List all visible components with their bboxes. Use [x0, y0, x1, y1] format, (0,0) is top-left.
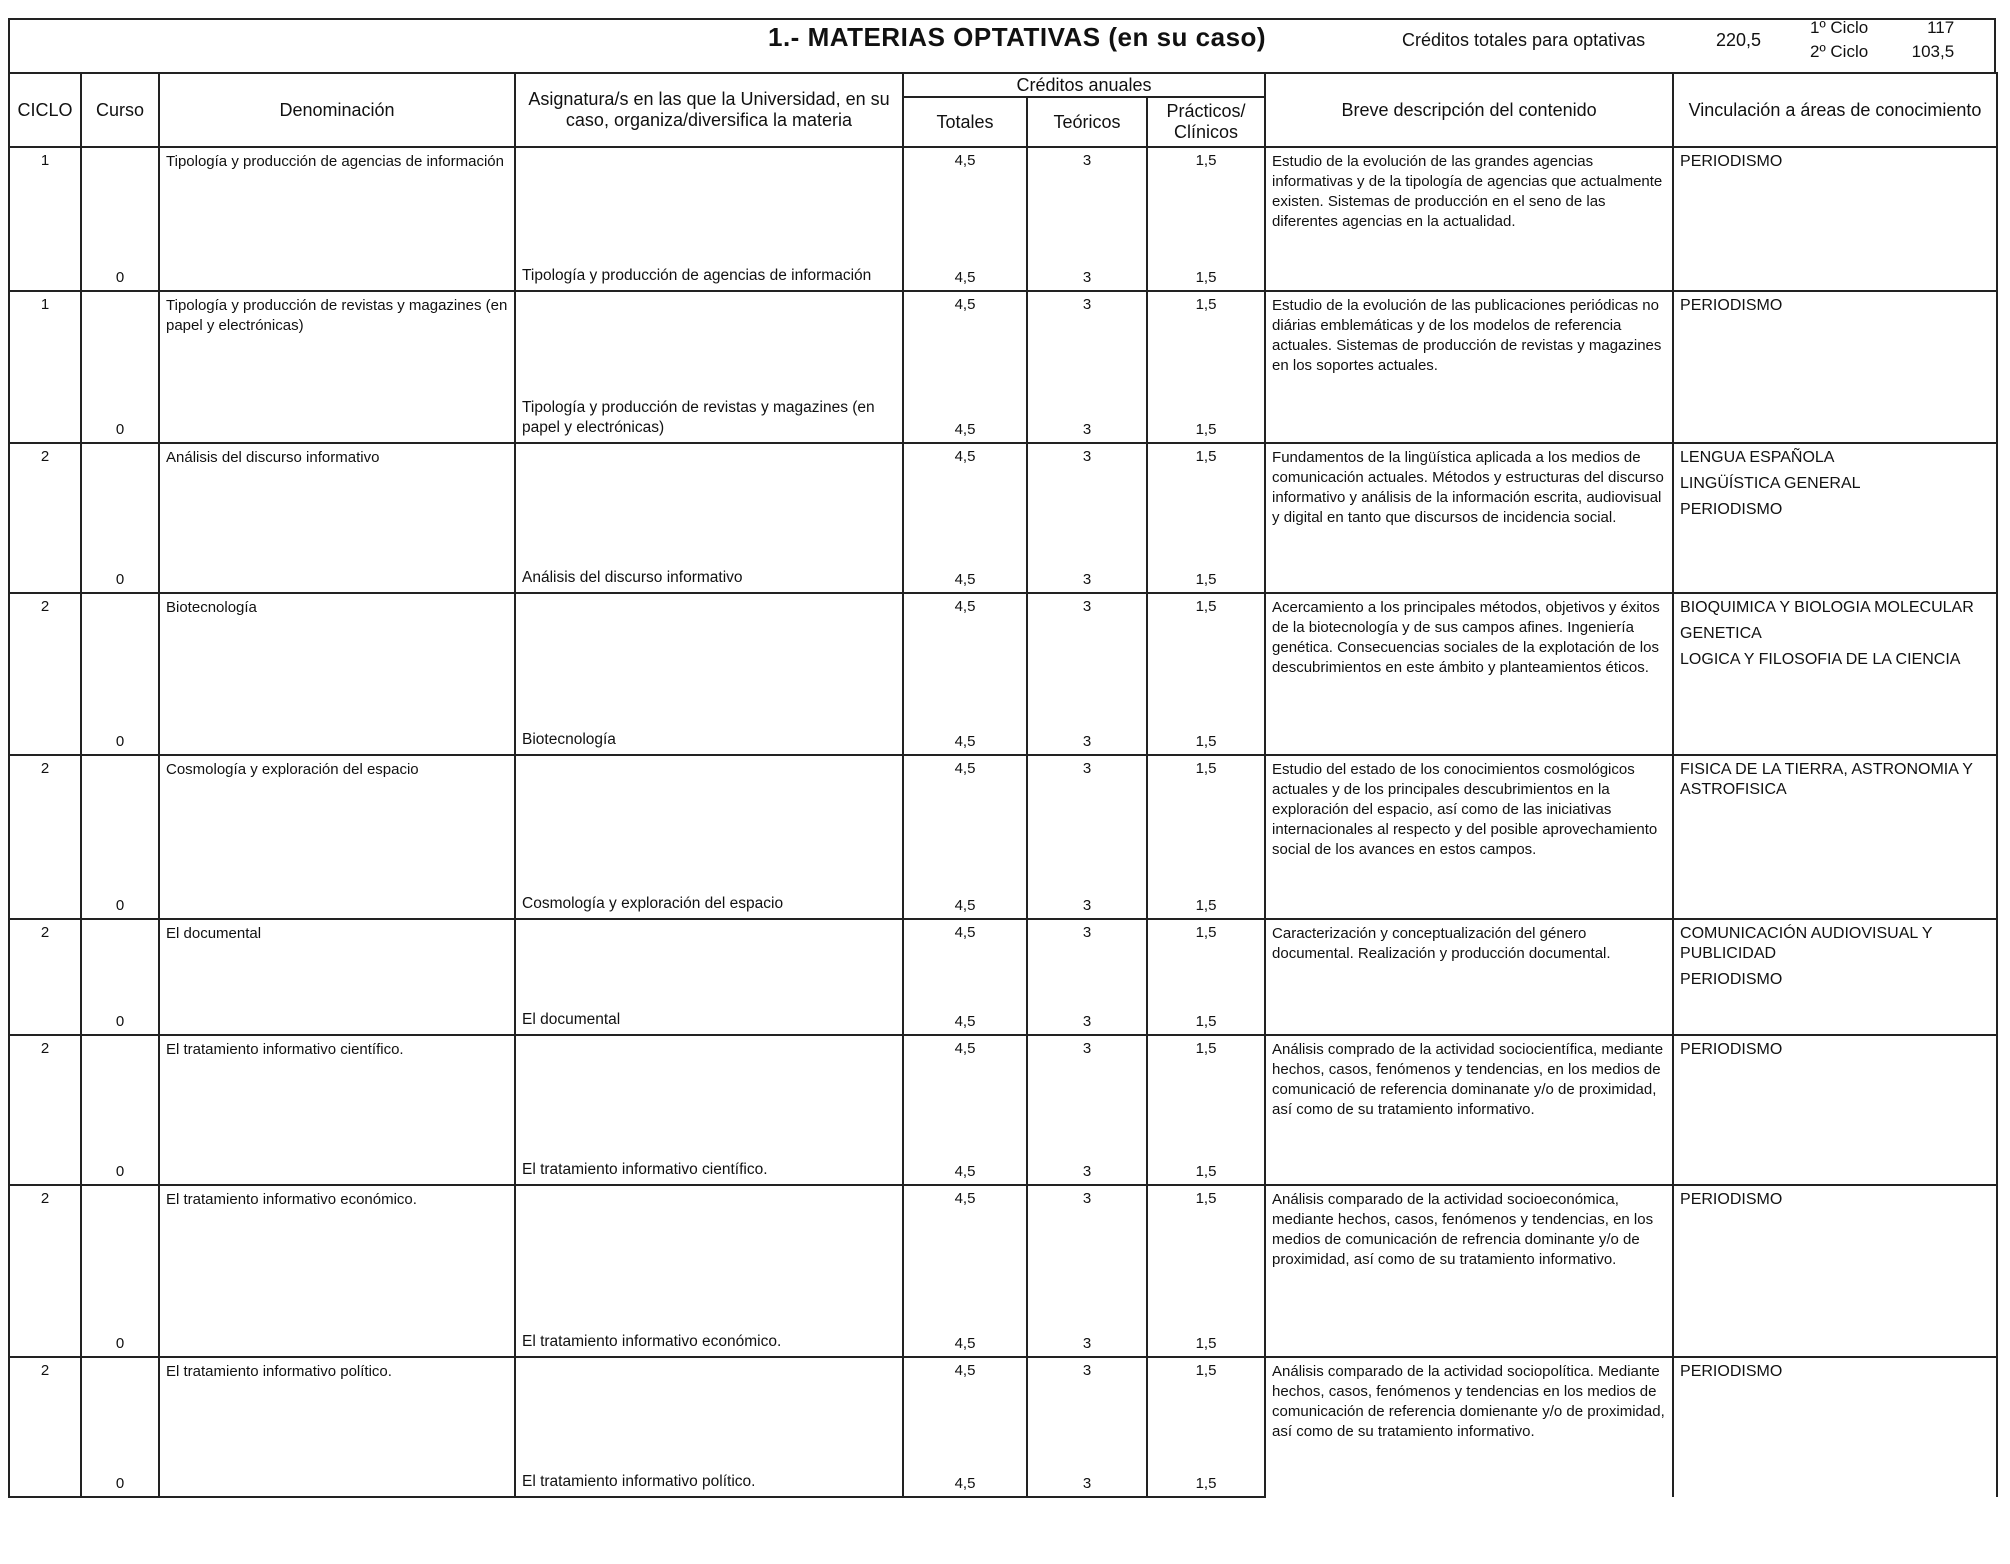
totales-cell: 4,5 — [903, 593, 1027, 711]
teoricos-cell: 3 — [1027, 991, 1147, 1035]
teoricos-cell: 3 — [1027, 1449, 1147, 1497]
area-item: LINGÜÍSTICA GENERAL — [1680, 475, 1861, 492]
denominacion-cell: Cosmología y exploración del espacio — [159, 755, 515, 875]
descripcion-cell: Estudio de la evolución de las publicaciones periódicas no diárias emblemáticas y de los modelos de referencia actuales. Sistemas de producción de revistas y magazines en los soportes actuales. — [1265, 291, 1673, 443]
practicos-cell: 1,5 — [1147, 243, 1265, 291]
area-item: PERIODISMO — [1680, 153, 1783, 170]
teoricos-cell: 3 — [1027, 1035, 1147, 1141]
table-body — [9, 147, 1997, 1497]
col-denominacion-header: Denominación — [159, 73, 515, 147]
table-row — [9, 1357, 1997, 1449]
asignatura-cell — [515, 147, 903, 243]
area-item: PERIODISMO — [1680, 971, 1783, 988]
credits-label: Créditos totales para optativas — [1402, 30, 1646, 50]
teoricos-cell: 3 — [1027, 711, 1147, 755]
col-vinculacion-header: Vinculación a áreas de conocimiento — [1673, 73, 1997, 147]
teoricos-cell: 3 — [1027, 443, 1147, 549]
ciclo-2-label: 2º Ciclo — [1810, 42, 1869, 61]
table-row — [9, 291, 1997, 395]
descripcion-cell: Acercamiento a los principales métodos, objetivos y éxitos de la biotecnología y de sus campos afines. Ingeniería genética. Consecuencias sociales de la explotación de los descubrimientos en este ámbito y planteamientos éticos. — [1265, 593, 1673, 755]
ciclo-cell: 2 — [9, 755, 81, 875]
descripcion-cell: Análisis comparado de la actividad socioeconómica, mediante hechos, casos, fenómenos y tendencias, en los medios de comunicación de refrencia dominante y/o de proximidad, así como de su tratamiento informativo. — [1265, 1185, 1673, 1357]
teoricos-cell: 3 — [1027, 549, 1147, 593]
denominacion-cell: El tratamiento informativo económico. — [159, 1185, 515, 1313]
curso-cell: 0 — [81, 1141, 159, 1185]
practicos-cell: 1,5 — [1147, 1035, 1265, 1141]
area-item: LOGICA Y FILOSOFIA DE LA CIENCIA — [1680, 651, 1961, 668]
curso-cell — [81, 1357, 159, 1449]
vinculacion-cell — [1673, 593, 1997, 755]
totales-cell: 4,5 — [903, 919, 1027, 991]
asignatura-cell: Tipología y producción de revistas y magazines (en papel y electrónicas) — [515, 395, 903, 443]
optativas-table — [8, 72, 1998, 1498]
descripcion-cell: Caracterización y conceptualización del género documental. Realización y producción documental. — [1265, 919, 1673, 1035]
curso-cell: 0 — [81, 1449, 159, 1497]
vinculacion-cell — [1673, 1185, 1997, 1357]
area-item: BIOQUIMICA Y BIOLOGIA MOLECULAR — [1680, 599, 1974, 616]
descripcion-cell: Análisis comprado de la actividad sociocientífica, mediante hechos, casos, fenómenos y tendencias, en los medios de comunicació de referencia dominanate y/o de proximidad, así como de su tratamiento informativo. — [1265, 1035, 1673, 1185]
totales-cell: 4,5 — [903, 1185, 1027, 1313]
vinculacion-cell — [1673, 291, 1997, 443]
totales-cell: 4,5 — [903, 1035, 1027, 1141]
ciclo-cell: 2 — [9, 919, 81, 991]
vinculacion-cell — [1673, 147, 1997, 291]
practicos-cell: 1,5 — [1147, 1449, 1265, 1497]
practicos-cell: 1,5 — [1147, 395, 1265, 443]
area-item: PERIODISMO — [1680, 297, 1783, 314]
area-item: FISICA DE LA TIERRA, ASTRONOMIA Y ASTROFISICA — [1680, 761, 1973, 798]
practicos-cell: 1,5 — [1147, 147, 1265, 243]
totales-cell: 4,5 — [903, 711, 1027, 755]
teoricos-cell: 3 — [1027, 593, 1147, 711]
curso-cell — [81, 443, 159, 549]
ciclo-cell — [9, 1141, 81, 1185]
teoricos-cell: 3 — [1027, 1357, 1147, 1449]
totales-cell: 4,5 — [903, 991, 1027, 1035]
table-row — [9, 1185, 1997, 1313]
table-row — [9, 919, 1997, 991]
curso-cell — [81, 755, 159, 875]
curso-cell: 0 — [81, 991, 159, 1035]
descripcion-cell: Estudio de la evolución de las grandes agencias informativas y de la tipología de agencias que actualmente existen. Sistemas de producción en el seno de las diferentes agencias en la actualidad. — [1265, 147, 1673, 291]
page-title: 1.- MATERIAS OPTATIVAS (en su caso) — [768, 22, 1267, 52]
practicos-cell: 1,5 — [1147, 593, 1265, 711]
ciclo-1-label: 1º Ciclo — [1810, 18, 1869, 37]
totales-cell: 4,5 — [903, 755, 1027, 875]
vinculacion-cell — [1673, 443, 1997, 593]
table-row — [9, 443, 1997, 549]
denominacion-cell — [159, 1449, 515, 1497]
teoricos-cell: 3 — [1027, 291, 1147, 395]
denominacion-cell — [159, 711, 515, 755]
descripcion-cell: Análisis comparado de la actividad sociopolítica. Mediante hechos, casos, fenómenos y tendencias en los medios de comunicación de referencia domienante y/o de proximidad, así como de su tratamiento informativo. — [1265, 1357, 1673, 1497]
col-asignatura-header: Asignatura/s en las que la Universidad, en su caso, organiza/diversifica la materia — [515, 73, 903, 147]
practicos-cell: 1,5 — [1147, 919, 1265, 991]
curso-cell: 0 — [81, 1313, 159, 1357]
area-item: LENGUA ESPAÑOLA — [1680, 449, 1835, 466]
ciclo-cell: 2 — [9, 443, 81, 549]
table-row — [9, 1035, 1997, 1141]
asignatura-cell: El tratamiento informativo económico. — [515, 1313, 903, 1357]
col-curso-header: Curso — [81, 73, 159, 147]
denominacion-cell — [159, 875, 515, 919]
col-practicos-header: Prácticos/ Clínicos — [1147, 97, 1265, 147]
practicos-cell: 1,5 — [1147, 291, 1265, 395]
denominacion-cell — [159, 243, 515, 291]
ciclo-cell: 2 — [9, 593, 81, 711]
denominacion-cell: El tratamiento informativo científico. — [159, 1035, 515, 1141]
ciclo-cell: 2 — [9, 1357, 81, 1449]
practicos-cell: 1,5 — [1147, 755, 1265, 875]
denominacion-cell: Biotecnología — [159, 593, 515, 711]
area-item: PERIODISMO — [1680, 1191, 1783, 1208]
denominacion-cell — [159, 1141, 515, 1185]
practicos-cell: 1,5 — [1147, 991, 1265, 1035]
denominacion-cell: Análisis del discurso informativo — [159, 443, 515, 549]
teoricos-cell: 3 — [1027, 395, 1147, 443]
curso-cell — [81, 1035, 159, 1141]
asignatura-cell — [515, 291, 903, 395]
curso-cell — [81, 919, 159, 991]
ciclo-cell — [9, 875, 81, 919]
totales-cell: 4,5 — [903, 1449, 1027, 1497]
totales-cell: 4,5 — [903, 1313, 1027, 1357]
asignatura-cell — [515, 1357, 903, 1449]
ciclo-cell — [9, 549, 81, 593]
ciclo-1-value: 117 — [1927, 18, 1955, 37]
ciclo-cell — [9, 395, 81, 443]
denominacion-cell: Tipología y producción de revistas y magazines (en papel y electrónicas) — [159, 291, 515, 395]
ciclo-2-line — [1810, 40, 1954, 64]
asignatura-cell — [515, 1035, 903, 1141]
asignatura-cell: El documental — [515, 991, 903, 1035]
area-item: PERIODISMO — [1680, 501, 1783, 518]
curso-cell: 0 — [81, 711, 159, 755]
vinculacion-cell — [1673, 1357, 1997, 1497]
practicos-cell: 1,5 — [1147, 443, 1265, 549]
ciclo-cell: 2 — [9, 1185, 81, 1313]
document-page — [8, 18, 1996, 1498]
credits-total: 220,5 — [1716, 30, 1762, 50]
practicos-cell: 1,5 — [1147, 549, 1265, 593]
totales-cell: 4,5 — [903, 291, 1027, 395]
totales-cell: 4,5 — [903, 1141, 1027, 1185]
area-item: GENETICA — [1680, 625, 1762, 642]
col-ciclo-header: CICLO — [9, 73, 81, 147]
denominacion-cell: El tratamiento informativo político. — [159, 1357, 515, 1449]
ciclo-cell: 1 — [9, 147, 81, 243]
teoricos-cell: 3 — [1027, 243, 1147, 291]
table-row — [9, 147, 1997, 243]
ciclo-cell — [9, 1313, 81, 1357]
teoricos-cell: 3 — [1027, 875, 1147, 919]
title-banner — [8, 18, 1996, 72]
vinculacion-cell — [1673, 1035, 1997, 1185]
curso-cell: 0 — [81, 549, 159, 593]
ciclo-1-line — [1810, 16, 1954, 40]
denominacion-cell — [159, 395, 515, 443]
curso-cell: 0 — [81, 243, 159, 291]
totales-cell: 4,5 — [903, 243, 1027, 291]
asignatura-cell — [515, 593, 903, 711]
area-item: PERIODISMO — [1680, 1363, 1783, 1380]
ciclo-cell — [9, 1449, 81, 1497]
denominacion-cell: El documental — [159, 919, 515, 991]
totales-cell: 4,5 — [903, 443, 1027, 549]
curso-cell: 0 — [81, 875, 159, 919]
ciclo-cell — [9, 711, 81, 755]
denominacion-cell: Tipología y producción de agencias de información — [159, 147, 515, 243]
ciclo-cell — [9, 243, 81, 291]
ciclo-cell — [9, 991, 81, 1035]
col-teoricos-header: Teóricos — [1027, 97, 1147, 147]
area-item: PERIODISMO — [1680, 1041, 1783, 1058]
asignatura-cell: Cosmología y exploración del espacio — [515, 875, 903, 919]
col-totales-header: Totales — [903, 97, 1027, 147]
practicos-cell: 1,5 — [1147, 875, 1265, 919]
asignatura-cell — [515, 755, 903, 875]
header-row-1 — [9, 73, 1997, 97]
table-row — [9, 755, 1997, 875]
col-descripcion-header: Breve descripción del contenido — [1265, 73, 1673, 147]
asignatura-cell: El tratamiento informativo científico. — [515, 1141, 903, 1185]
asignatura-cell: El tratamiento informativo político. — [515, 1449, 903, 1497]
ciclo-cell: 1 — [9, 291, 81, 395]
asignatura-cell — [515, 443, 903, 549]
curso-cell — [81, 593, 159, 711]
asignatura-cell: Análisis del discurso informativo — [515, 549, 903, 593]
curso-cell — [81, 291, 159, 395]
practicos-cell: 1,5 — [1147, 711, 1265, 755]
asignatura-cell: Biotecnología — [515, 711, 903, 755]
practicos-cell: 1,5 — [1147, 1185, 1265, 1313]
curso-cell — [81, 1185, 159, 1313]
totales-cell: 4,5 — [903, 147, 1027, 243]
totales-cell: 4,5 — [903, 395, 1027, 443]
teoricos-cell: 3 — [1027, 147, 1147, 243]
denominacion-cell — [159, 991, 515, 1035]
asignatura-cell — [515, 919, 903, 991]
area-item: COMUNICACIÓN AUDIOVISUAL Y PUBLICIDAD — [1680, 925, 1933, 962]
table-row — [9, 593, 1997, 711]
vinculacion-cell — [1673, 755, 1997, 919]
asignatura-cell: Tipología y producción de agencias de información — [515, 243, 903, 291]
vinculacion-cell — [1673, 919, 1997, 1035]
descripcion-cell: Estudio del estado de los conocimientos cosmológicos actuales y de los principales descubrimientos en la exploración del espacio, así como de las iniciativas internacionales al respecto y del posible aprovechamiento social de los avances en estos campos. — [1265, 755, 1673, 919]
totales-cell: 4,5 — [903, 549, 1027, 593]
teoricos-cell: 3 — [1027, 1313, 1147, 1357]
ciclo-credits-box — [1810, 16, 1954, 64]
practicos-cell: 1,5 — [1147, 1141, 1265, 1185]
descripcion-cell: Fundamentos de la lingüística aplicada a los medios de comunicación actuales. Métodos y estructuras del discurso informativo y análisis de la información escrita, audiovisual y digital en tanto que discursos de incidencia social. — [1265, 443, 1673, 593]
denominacion-cell — [159, 549, 515, 593]
teoricos-cell: 3 — [1027, 755, 1147, 875]
totales-cell: 4,5 — [903, 1357, 1027, 1449]
totales-cell: 4,5 — [903, 875, 1027, 919]
teoricos-cell: 3 — [1027, 1185, 1147, 1313]
curso-cell — [81, 147, 159, 243]
asignatura-cell — [515, 1185, 903, 1313]
curso-cell: 0 — [81, 395, 159, 443]
col-creditos-header: Créditos anuales — [903, 73, 1265, 97]
ciclo-cell: 2 — [9, 1035, 81, 1141]
teoricos-cell: 3 — [1027, 1141, 1147, 1185]
ciclo-2-value: 103,5 — [1911, 42, 1955, 61]
teoricos-cell: 3 — [1027, 919, 1147, 991]
denominacion-cell — [159, 1313, 515, 1357]
practicos-cell: 1,5 — [1147, 1357, 1265, 1449]
practicos-cell: 1,5 — [1147, 1313, 1265, 1357]
